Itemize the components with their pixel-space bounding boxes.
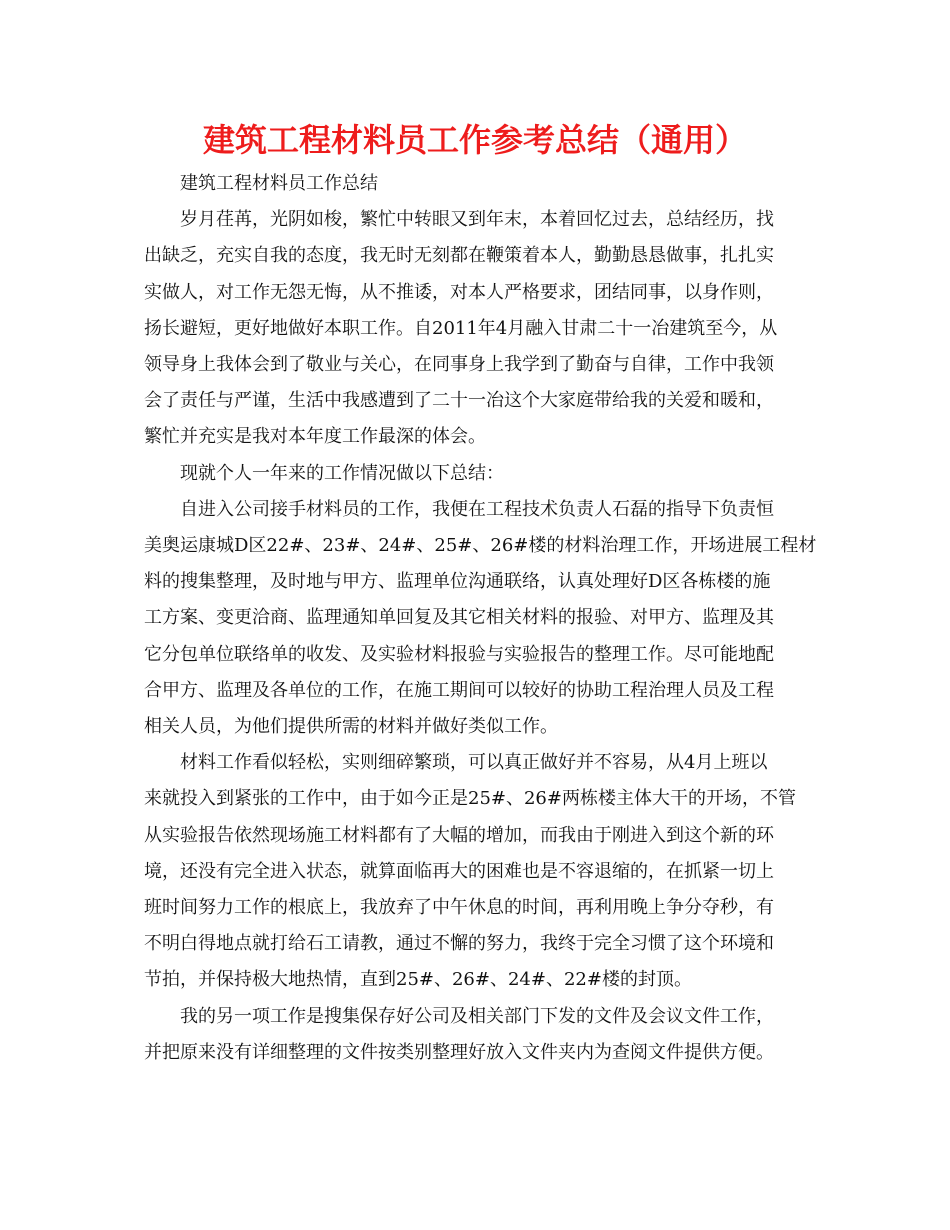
text-line: 我的另一项工作是搜集保存好公司及相关部门下发的文件及会议文件工作， [180,1005,774,1027]
paragraph-subtitle [144,166,804,202]
text-line: 出缺乏，充实自我的态度，我无时无刻都在鞭策着本人，勤勤恳恳做事，扎扎实 [144,245,774,267]
text-line: 它分包单位联络单的收发、及实验材料报验与实验报告的整理工作。尽可能地配 [144,643,774,665]
text-line: 现就个人一年来的工作情况做以下总结： [180,462,504,484]
text-line: 相关人员，为他们提供所需的材料并做好类似工作。 [144,716,558,738]
text-line: 美奥运康城D区22#、23#、24#、25#、26#楼的材料治理工作，开场进展工程材 [144,535,817,557]
paragraph-documents [144,999,804,1071]
text-line: 境，还没有完全进入状态，就算面临再大的困难也是不容退缩的，在抓紧一切上 [144,860,774,882]
text-line: 领导身上我体会到了敬业与关心，在同事身上我学到了勤奋与自律，工作中我领 [144,354,774,376]
text-line: 工方案、变更洽商、监理通知单回复及其它相关材料的报验、对甲方、监理及其 [144,607,774,629]
text-line: 来就投入到紧张的工作中，由于如今正是25#、26#两栋楼主体大干的开场，不管 [144,788,796,810]
paragraph-duties [144,492,817,745]
text-line: 实做人，对工作无怨无悔，从不推诿，对本人严格要求，团结同事，以身作则， [144,281,774,303]
text-line: 节拍，并保持极大地热情，直到25#、26#、24#、22#楼的封顶。 [144,969,692,991]
text-line: 自进入公司接手材料员的工作，我便在工程技术负责人石磊的指导下负责恒 [180,498,774,520]
text-line: 岁月荏苒，光阴如梭，繁忙中转眼又到年末，本着回忆过去，总结经历，找 [180,209,774,231]
text-line: 繁忙并充实是我对本年度工作最深的体会。 [144,426,486,448]
paragraph-summary-lead [144,456,804,492]
text-line: 材料工作看似轻松，实则细碎繁琐，可以真正做好并不容易，从4月上班以 [180,752,768,774]
text-line: 料的搜集整理，及时地与甲方、监理单位沟通联络，认真处理好D区各栋楼的施 [144,571,771,593]
text-line: 会了责任与严谨，生活中我感遭到了二十一冶这个大家庭带给我的关爱和暖和， [144,390,774,412]
text-line: 班时间努力工作的根底上，我放弃了中午休息的时间，再利用晚上争分夺秒，有 [144,897,774,919]
document-title: 建筑工程材料员工作参考总结（通用） [202,121,747,159]
text-line: 并把原来没有详细整理的文件按类别整理好放入文件夹内为查阅文件提供方便。 [144,1041,774,1063]
text-line: 从实验报告依然现场施工材料都有了大幅的增加，而我由于刚进入到这个新的环 [144,824,774,846]
text-line: 扬长避短，更好地做好本职工作。自2011年4月融入甘肃二十一冶建筑至今，从 [144,317,778,339]
document-body [144,166,817,1071]
paragraph-challenges [144,745,804,998]
text-line: 建筑工程材料员工作总结 [180,173,378,194]
paragraph-intro [144,202,804,455]
text-line: 不明白得地点就打给石工请教，通过不懈的努力，我终于完全习惯了这个环境和 [144,933,774,955]
text-line: 合甲方、监理及各单位的工作，在施工期间可以较好的协助工程治理人员及工程 [144,679,774,701]
